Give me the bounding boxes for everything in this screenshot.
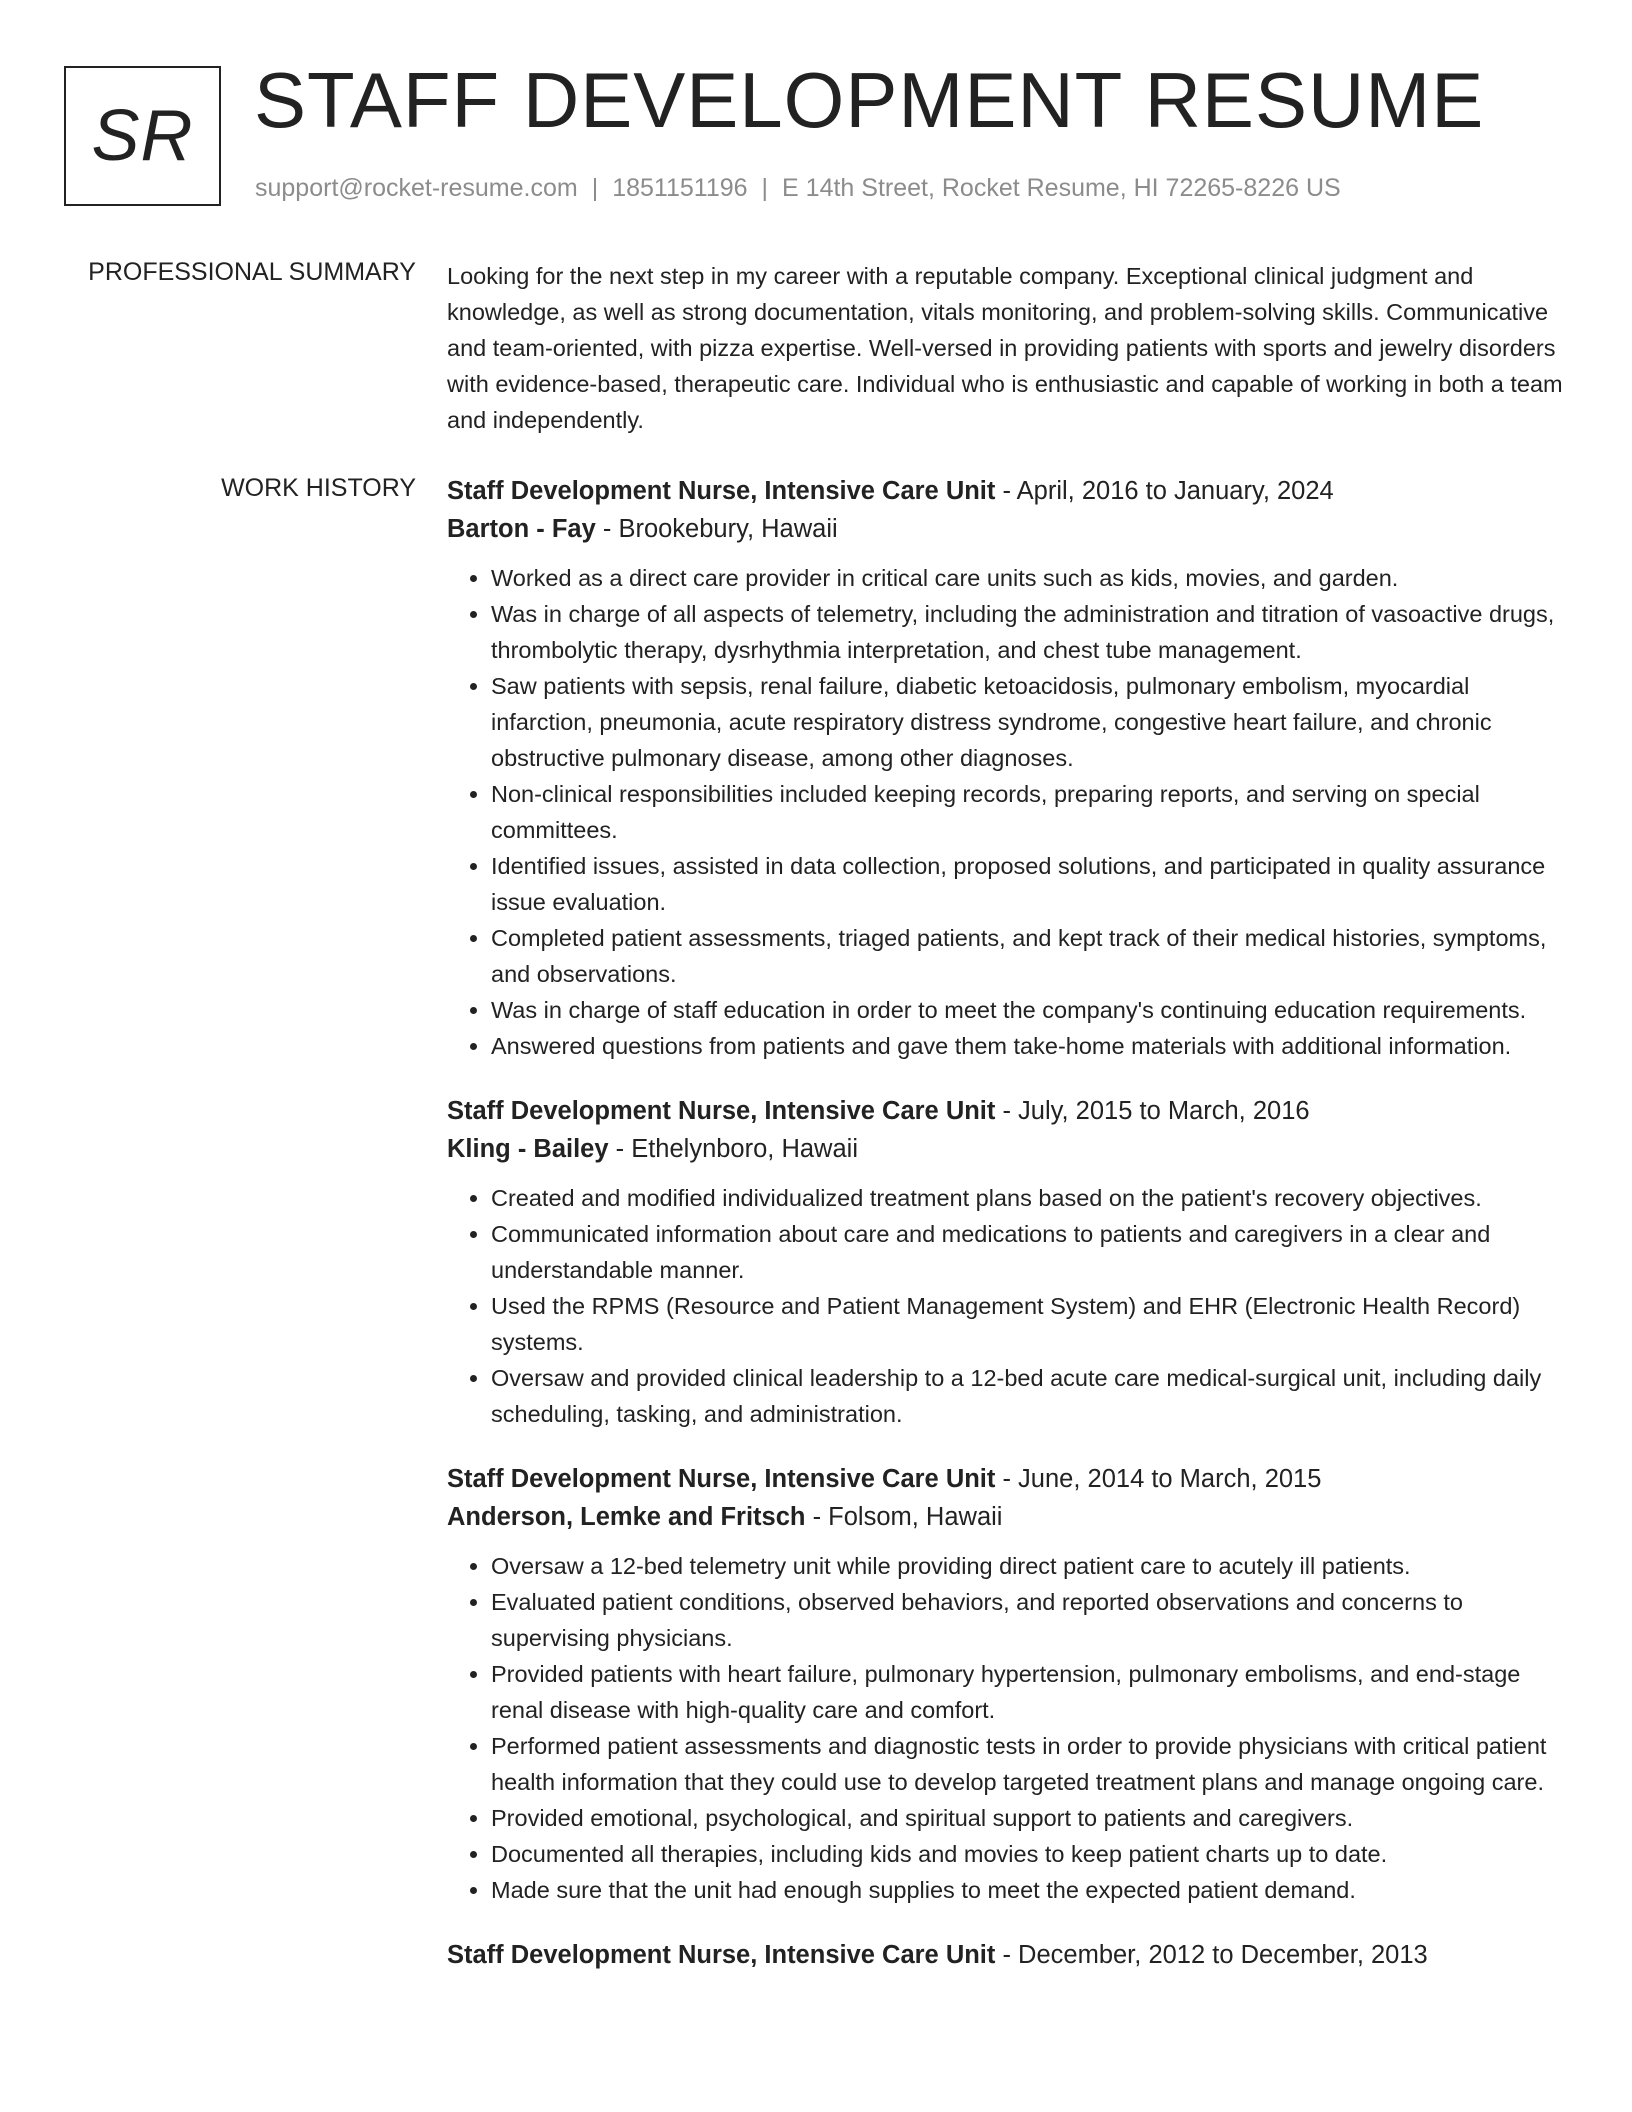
job-employer (447, 1130, 1572, 1168)
contact-email[interactable]: support@rocket-resume.com (255, 174, 578, 202)
duty-item: • Saw patients with sepsis, renal failure, diabetic ketoacidosis, pulmonary embolism, myocardial infarction, pneumonia, acute respiratory distress syndrome, congestive heart failure, and chronic obstructive pulmonary disease, among other diagnoses. (491, 668, 1572, 776)
job-title: Staff Development Nurse, Intensive Care Unit (447, 1097, 996, 1125)
duty-item: • Performed patient assessments and diagnostic tests in order to provide physicians with critical patient health information that they could use to develop targeted treatment plans and manage ongoing care. (491, 1728, 1572, 1800)
job-heading (447, 1460, 1572, 1498)
job-dates: - April, 2016 to January, 2024 (995, 477, 1334, 505)
job-entry (447, 1936, 1572, 1974)
job-location: - Brookebury, Hawaii (595, 515, 838, 543)
work-history-heading: WORK HISTORY (221, 474, 416, 502)
duty-item: • Oversaw and provided clinical leadership to a 12-bed acute care medical-surgical unit, including daily scheduling, tasking, and administration. (491, 1360, 1572, 1432)
duty-item: • Created and modified individualized treatment plans based on the patient's recovery objectives. (491, 1180, 1572, 1216)
job-employer (447, 510, 1572, 548)
job-dates: - July, 2015 to March, 2016 (995, 1097, 1310, 1125)
job-title: Staff Development Nurse, Intensive Care Unit (447, 477, 996, 505)
duty-item: • Communicated information about care and medications to patients and caregivers in a clear and understandable manner. (491, 1216, 1572, 1288)
contact-separator: | (761, 174, 769, 202)
contact-phone[interactable]: 1851151196 (612, 174, 748, 202)
job-heading (447, 1936, 1572, 1974)
duty-item: • Made sure that the unit had enough supplies to meet the expected patient demand. (491, 1872, 1572, 1908)
duty-list (447, 560, 1572, 1064)
job-entry (447, 472, 1572, 1064)
duty-item: • Was in charge of staff education in order to meet the company's continuing education requirements. (491, 992, 1572, 1028)
contact-address: E 14th Street, Rocket Resume, HI 72265-8226 US (782, 174, 1341, 202)
job-entry (447, 1092, 1572, 1432)
job-title: Staff Development Nurse, Intensive Care Unit (447, 1941, 996, 1969)
duty-item: • Worked as a direct care provider in critical care units such as kids, movies, and garden. (491, 560, 1572, 596)
summary-heading: PROFESSIONAL SUMMARY (88, 258, 416, 286)
work-history-body (447, 472, 1572, 2002)
duty-item: • Was in charge of all aspects of telemetry, including the administration and titration of vasoactive drugs, thrombolytic therapy, dysrhythmia interpretation, and chest tube management. (491, 596, 1572, 668)
job-employer (447, 1498, 1572, 1536)
duty-list (447, 1548, 1572, 1908)
duty-item: • Non-clinical responsibilities included keeping records, preparing reports, and serving on special committees. (491, 776, 1572, 848)
duty-item: • Evaluated patient conditions, observed behaviors, and reported observations and concerns to supervising physicians. (491, 1584, 1572, 1656)
job-company: Kling - Bailey (447, 1135, 609, 1163)
duty-item: • Answered questions from patients and gave them take-home materials with additional information. (491, 1028, 1572, 1064)
duty-item: • Used the RPMS (Resource and Patient Management System) and EHR (Electronic Health Record) systems. (491, 1288, 1572, 1360)
job-location: - Folsom, Hawaii (805, 1503, 1003, 1531)
monogram-logo: SR (64, 66, 221, 206)
job-location: - Ethelynboro, Hawaii (608, 1135, 858, 1163)
page-title: STAFF DEVELOPMENT RESUME (254, 56, 1485, 144)
duty-item: • Documented all therapies, including kids and movies to keep patient charts up to date. (491, 1836, 1572, 1872)
job-entry (447, 1460, 1572, 1908)
summary-text: Looking for the next step in my career with a reputable company. Exceptional clinical judgment and knowledge, as well as strong documentation, vitals monitoring, and problem-solving skills. Communicative and team-oriented, with pizza expertise. Well-versed in providing patients with sports and jewelry disorders with evidence-based, therapeutic care. Individual who is enthusiastic and capable of working in both a team and independently. (447, 263, 1563, 433)
duty-item: • Oversaw a 12-bed telemetry unit while providing direct patient care to acutely ill patients. (491, 1548, 1572, 1584)
job-company: Barton - Fay (447, 515, 596, 543)
duty-list (447, 1180, 1572, 1432)
job-dates: - December, 2012 to December, 2013 (995, 1941, 1428, 1969)
job-heading (447, 472, 1572, 510)
duty-item: • Provided emotional, psychological, and spiritual support to patients and caregivers. (491, 1800, 1572, 1836)
summary-body (447, 258, 1572, 438)
job-title: Staff Development Nurse, Intensive Care Unit (447, 1465, 996, 1493)
contact-separator: | (591, 174, 599, 202)
duty-item: • Completed patient assessments, triaged patients, and kept track of their medical histories, symptoms, and observations. (491, 920, 1572, 992)
duty-item: • Identified issues, assisted in data collection, proposed solutions, and participated in quality assurance issue evaluation. (491, 848, 1572, 920)
job-dates: - June, 2014 to March, 2015 (995, 1465, 1322, 1493)
contact-line (255, 174, 1341, 203)
job-company: Anderson, Lemke and Fritsch (447, 1503, 806, 1531)
duty-item: • Provided patients with heart failure, pulmonary hypertension, pulmonary embolisms, and end-stage renal disease with high-quality care and comfort. (491, 1656, 1572, 1728)
job-heading (447, 1092, 1572, 1130)
